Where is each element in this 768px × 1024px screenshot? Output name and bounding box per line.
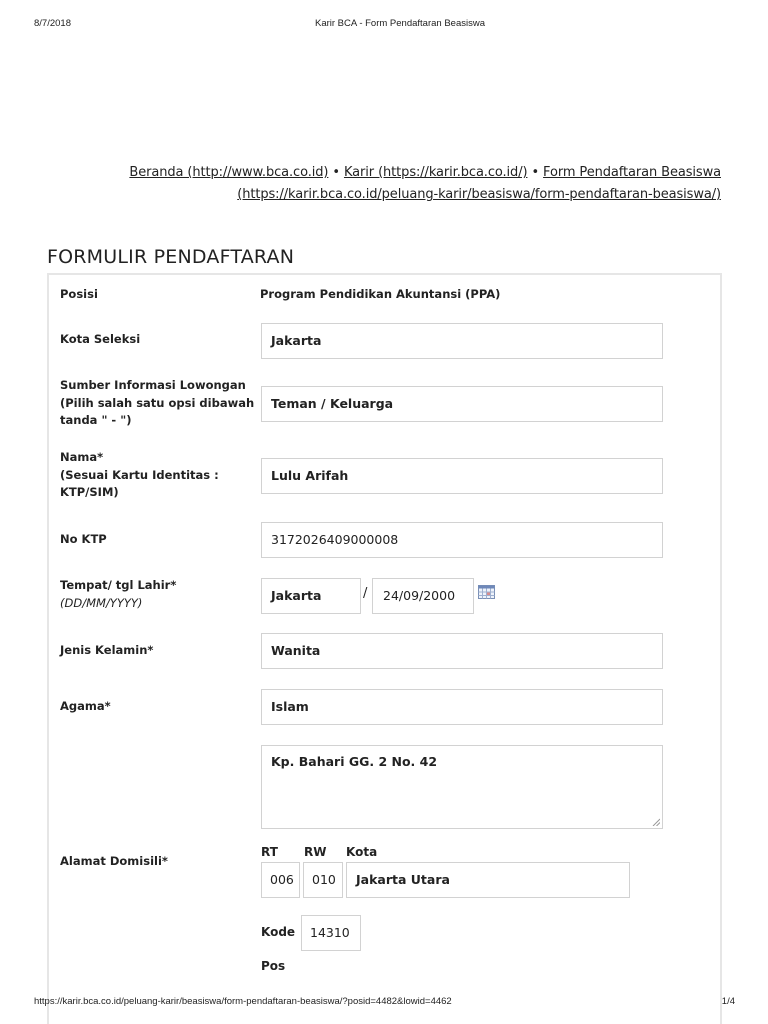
alamat-domisili-label: Alamat Domisili*	[60, 854, 168, 868]
print-date: 8/7/2018	[34, 18, 71, 29]
kota-field[interactable]: Jakarta Utara	[346, 862, 630, 898]
no-ktp-label: No KTP	[60, 532, 107, 546]
kode-pos-label-line1: Kode	[261, 925, 296, 939]
breadcrumb-karir-link[interactable]: Karir (https://karir.bca.co.id/)	[343, 165, 528, 180]
sumber-informasi-label-line3: tanda " - ")	[60, 413, 132, 427]
nama-label-line1: Nama*	[60, 450, 104, 464]
form-title: FORMULIR PENDAFTARAN	[47, 246, 295, 268]
tanggal-lahir-field[interactable]: 24/09/2000	[372, 578, 474, 614]
tempat-tgl-lahir-label	[60, 577, 176, 612]
tempat-lahir-field[interactable]: Jakarta	[261, 578, 361, 614]
breadcrumb-form-link[interactable]: Form Pendaftaran Beasiswa	[543, 165, 721, 180]
page-number: 1/4	[721, 996, 735, 1007]
jenis-kelamin-label: Jenis Kelamin*	[60, 643, 154, 657]
sumber-informasi-label-line1: Sumber Informasi Lowongan	[60, 378, 246, 392]
posisi-label: Posisi	[60, 287, 98, 301]
agama-label: Agama*	[60, 699, 111, 713]
breadcrumb-home-link[interactable]: Beranda (http://www.bca.co.id)	[129, 165, 329, 180]
breadcrumb-separator: •	[531, 165, 540, 180]
print-title: Karir BCA - Form Pendaftaran Beasiswa	[314, 18, 485, 29]
kota-seleksi-label: Kota Seleksi	[60, 332, 141, 346]
kode-pos-label-line2: Pos	[261, 959, 286, 973]
alamat-value: Kp. Bahari GG. 2 No. 42	[271, 754, 438, 769]
rw-field[interactable]: 010	[303, 862, 343, 898]
jenis-kelamin-field[interactable]: Wanita	[261, 633, 663, 669]
date-format-hint: (DD/MM/YYYY)	[60, 595, 143, 610]
resize-grip-icon[interactable]	[652, 818, 660, 826]
tempat-tgl-lahir-label-text: Tempat/ tgl Lahir*	[60, 578, 177, 592]
kota-seleksi-field[interactable]: Jakarta	[261, 323, 663, 359]
nama-label-line2: (Sesuai Kartu Identitas :	[60, 467, 219, 482]
nama-label	[60, 449, 219, 502]
rt-label: RT	[261, 845, 278, 859]
print-footer	[0, 996, 768, 1010]
rt-field[interactable]: 006	[261, 862, 300, 898]
rw-label: RW	[304, 845, 327, 859]
alamat-textarea[interactable]	[261, 745, 663, 829]
posisi-value: Program Pendidikan Akuntansi (PPA)	[260, 287, 501, 301]
kode-pos-field[interactable]: 14310	[301, 915, 361, 951]
kota-label: Kota	[346, 845, 378, 859]
agama-field[interactable]: Islam	[261, 689, 663, 725]
print-url: https://karir.bca.co.id/peluang-karir/beasiswa/form-pendaftaran-beasiswa/?posid=4482&lowid=4462	[34, 996, 452, 1007]
breadcrumb-separator: •	[332, 165, 340, 180]
nama-label-line3: KTP/SIM)	[60, 485, 119, 499]
nama-field[interactable]: Lulu Arifah	[261, 458, 663, 494]
print-header	[0, 18, 768, 32]
sumber-informasi-field[interactable]: Teman / Keluarga	[261, 386, 663, 422]
date-separator: /	[363, 586, 368, 601]
sumber-informasi-label-line2: (Pilih salah satu opsi dibawah	[60, 395, 255, 410]
calendar-icon[interactable]	[478, 584, 495, 598]
sumber-informasi-label	[60, 377, 254, 430]
breadcrumb-form-url-link[interactable]: (https://karir.bca.co.id/peluang-karir/beasiswa/form-pendaftaran-beasiswa/)	[237, 187, 721, 202]
breadcrumb	[81, 162, 721, 206]
no-ktp-field[interactable]: 3172026409000008	[261, 522, 663, 558]
